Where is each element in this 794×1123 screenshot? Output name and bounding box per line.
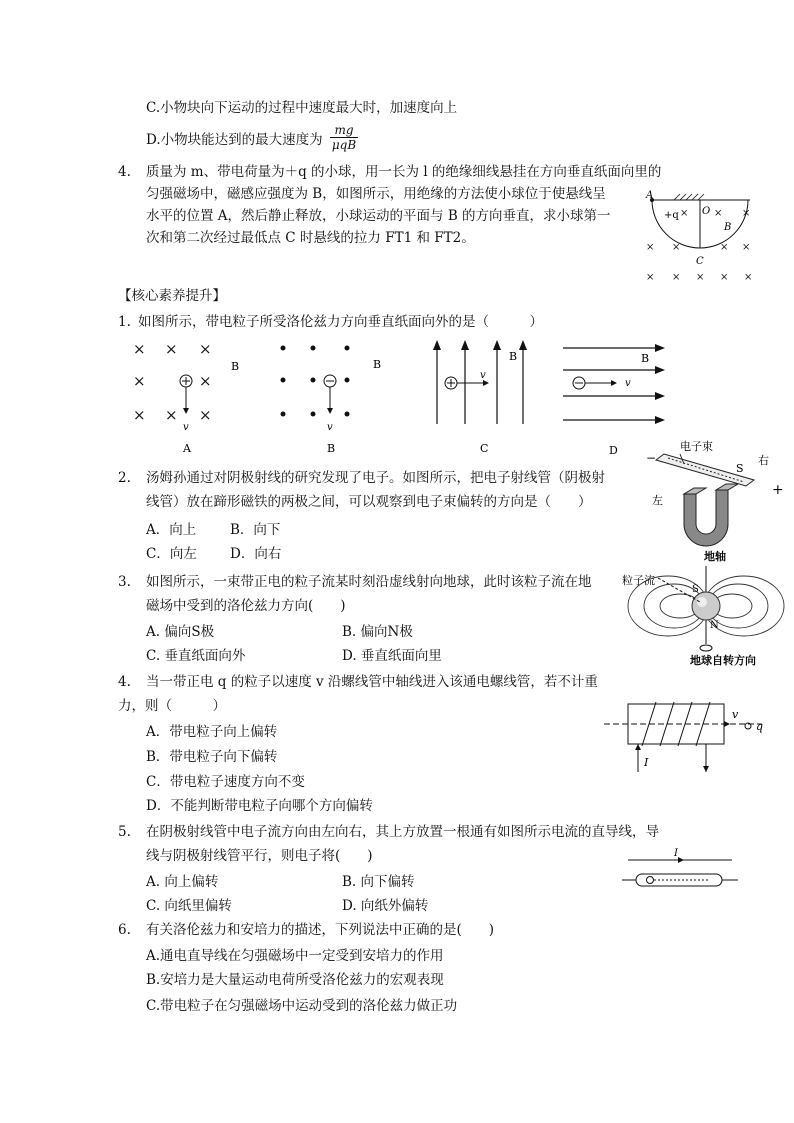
q1-text: 如图所示，带电粒子所受洛伦兹力方向垂直纸面向外的是（ ） <box>138 314 543 330</box>
svg-text:×: × <box>199 406 212 424</box>
q2-number: 2. <box>118 470 131 486</box>
svg-text:×: × <box>742 208 751 219</box>
q5-option-b: B. 向下偏转 <box>342 874 415 890</box>
label-minus: − <box>646 451 657 465</box>
q4-line1: 当一带正电 q 的粒子以速度 v 沿螺线管中轴线进入该通电螺线管，若不计重 <box>146 674 598 690</box>
q6-option-b: B.安培力是大量运动电荷所受洛伦兹力的宏观表现 <box>146 972 444 988</box>
q5-number: 5. <box>118 824 131 840</box>
fraction-denominator: μqB <box>331 138 357 152</box>
svg-text:×: × <box>646 242 655 253</box>
q3-option-a: A. 偏向S极 <box>146 624 215 640</box>
svg-text:×: × <box>672 272 681 283</box>
q2-line2: 线管）放在蹄形磁铁的两极之间，可以观察到电子束偏转的方向是（ ） <box>146 494 592 510</box>
svg-text:×: × <box>165 406 178 424</box>
q6-text: 有关洛伦兹力和安培力的描述，下列说法中正确的是( ) <box>146 922 495 938</box>
q3-number: 3. <box>118 574 131 590</box>
label-right: 右 <box>758 454 769 467</box>
svg-text:×: × <box>672 242 681 253</box>
section-title: 【核心素养提升】 <box>118 288 226 304</box>
label-field-b: B <box>724 222 732 233</box>
max-speed-fraction <box>330 124 358 151</box>
q3-option-d: D. 垂直纸面向里 <box>342 648 442 664</box>
q5-option-d: D. 向纸外偏转 <box>342 898 429 914</box>
q2-option-c: C．向左 <box>146 546 197 562</box>
q6-option-a: A.通电直导线在匀强磁场中一定受到安培力的作用 <box>146 948 444 964</box>
option-d-prev: D.小物块能达到的最大速度为 <box>146 132 323 148</box>
label-velocity: v <box>732 708 739 721</box>
solenoid-figure <box>598 696 778 776</box>
wire-cathode-tube-figure <box>620 844 740 894</box>
q4-option-b: B．带电粒子向下偏转 <box>146 749 278 765</box>
svg-text:×: × <box>742 242 751 253</box>
q4-option-c: C．带电粒子速度方向不变 <box>146 774 305 790</box>
q4-top-line3: 水平的位置 A，然后静止释放，小球运动的平面与 B 的方向垂直，求小球第一 <box>146 208 611 224</box>
svg-text:×: × <box>199 372 212 390</box>
label-charge: q <box>756 720 764 733</box>
label-current: I <box>644 756 649 769</box>
q1-number: 1. <box>118 314 131 330</box>
q4-top-line2: 匀强磁场中，磁感应强度为 B，如图所示，用绝缘的方法使小球位于使悬线呈 <box>146 186 606 202</box>
label-n-pole: N <box>710 620 719 631</box>
svg-text:×: × <box>720 242 729 253</box>
label-c: C <box>696 256 704 267</box>
label-s: S <box>736 462 744 475</box>
svg-text:×: × <box>199 340 212 358</box>
svg-text:B: B <box>641 352 650 365</box>
svg-text:×: × <box>680 208 689 219</box>
svg-text:×: × <box>744 272 753 283</box>
q5-option-c: C. 向纸里偏转 <box>146 898 232 914</box>
q6-option-c: C.带电粒子在匀强磁场中运动受到的洛伦兹力做正功 <box>146 998 458 1014</box>
q4-option-d: D．不能判断带电粒子向哪个方向偏转 <box>146 798 373 814</box>
svg-text:×: × <box>133 340 146 358</box>
q3-option-b: B. 偏向N极 <box>342 624 413 640</box>
svg-text:v: v <box>480 370 486 381</box>
pendulum-figure <box>638 186 768 286</box>
q2-option-b: B．向下 <box>230 522 281 538</box>
svg-text:×: × <box>696 272 705 283</box>
label-plus: + <box>772 482 784 498</box>
label-rotation: 地球自转方向 <box>690 654 756 667</box>
field-x-marks <box>646 208 752 283</box>
earth-magnetic-field-figure <box>618 548 788 672</box>
label-left: 左 <box>652 494 663 507</box>
svg-text:×: × <box>133 372 146 390</box>
q3-line2: 磁场中受到的洛伦兹力方向( ) <box>146 598 346 614</box>
svg-text:v: v <box>625 378 631 389</box>
label-wire-current: I <box>674 848 678 859</box>
q4-option-a: A．带电粒子向上偏转 <box>146 724 278 740</box>
label-electron-beam: 电子束 <box>680 440 713 453</box>
label-q: +q <box>664 210 679 221</box>
svg-text:×: × <box>165 340 178 358</box>
svg-text:×: × <box>714 208 723 219</box>
q1-option-b-label: B <box>327 442 336 455</box>
svg-text:B: B <box>231 360 240 373</box>
q4-number: 4. <box>118 674 131 690</box>
q1-option-a-label: A <box>183 442 191 455</box>
option-c-prev: C.小物块向下运动的过程中速度最大时，加速度向上 <box>146 100 458 116</box>
q3-line1: 如图所示，一束带正电的粒子流某时刻沿虚线射向地球，此时该粒子流在地 <box>146 574 592 590</box>
q5-line2: 线与阴极射线管平行，则电子将( ) <box>146 848 373 864</box>
label-n: N <box>704 510 713 521</box>
svg-text:×: × <box>720 272 729 283</box>
q1-option-d-label: D <box>609 444 618 457</box>
cathode-tube-magnet-figure <box>644 438 790 548</box>
q2-option-a: A．向上 <box>146 522 197 538</box>
q4-top-line1: 质量为 m、带电荷量为＋q 的小球，用一长为 l 的绝缘细线悬挂在方向垂直纸面向里的 <box>146 164 662 180</box>
q4-line2: 力，则（ ） <box>118 698 226 714</box>
q2-line1: 汤姆孙通过对阴极射线的研究发现了电子。如图所示，把电子射线管（阴极射 <box>146 470 605 486</box>
svg-text:v: v <box>327 422 333 433</box>
q1-option-c-label: C <box>480 442 489 455</box>
label-earth-axis: 地轴 <box>704 550 726 563</box>
fraction-numerator: mg <box>334 123 354 137</box>
svg-text:×: × <box>133 406 146 424</box>
svg-text:×: × <box>646 272 655 283</box>
label-s-pole: S <box>692 584 699 595</box>
svg-text:B: B <box>373 358 382 371</box>
label-a: A <box>646 190 654 201</box>
q1-figures <box>125 336 670 460</box>
q3-option-c: C. 垂直纸面向外 <box>146 648 246 664</box>
q6-number: 6. <box>118 922 131 938</box>
svg-text:B: B <box>509 350 518 363</box>
label-particle-stream: 粒子流 <box>622 574 655 587</box>
q4-top-line4: 次和第二次经过最低点 C 时悬线的拉力 FT1 和 FT2。 <box>146 230 475 246</box>
svg-text:v: v <box>183 422 189 433</box>
q2-option-d: D．向右 <box>230 546 282 562</box>
q5-option-a: A. 向上偏转 <box>146 874 219 890</box>
label-o: O <box>702 206 711 217</box>
q4-top-number: 4. <box>118 164 131 180</box>
q5-line1: 在阴极射线管中电子流方向由左向右，其上方放置一根通有如图所示电流的直导线，导 <box>146 824 659 840</box>
